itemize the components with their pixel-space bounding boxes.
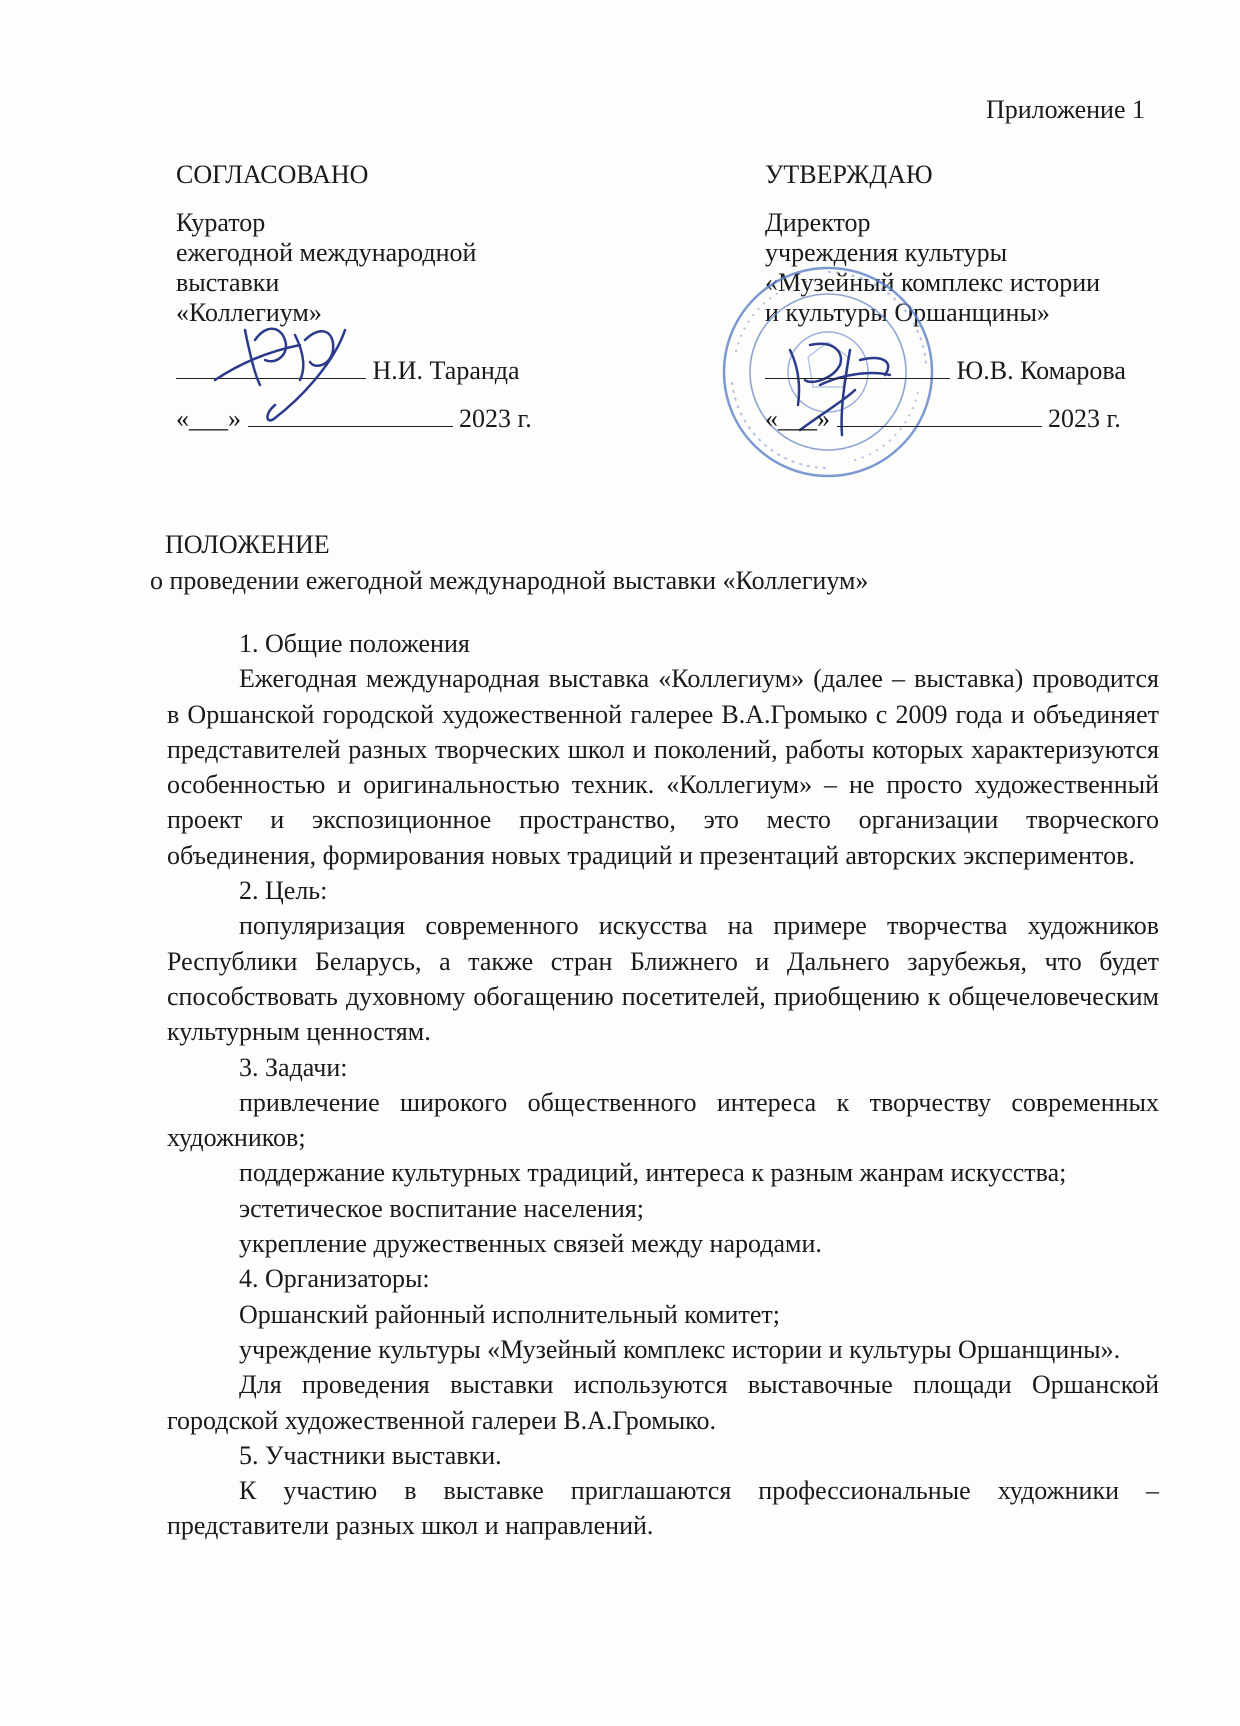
right-line-3: «Музейный комплекс истории	[765, 268, 1101, 297]
left-line-2: ежегодной международной	[176, 238, 477, 267]
right-signature-row	[765, 356, 1126, 386]
approved-heading: СОГЛАСОВАНО	[176, 160, 369, 189]
document-subtitle: о проведении ежегодной международной выставки «Коллегиум»	[150, 566, 869, 595]
section-4-heading: 4. Организаторы:	[239, 1264, 430, 1294]
section-5-heading: 5. Участники выставки.	[239, 1440, 502, 1470]
left-line-3: выставки	[176, 268, 280, 297]
section-4-text: Для проведения выставки используются выставочные площади Оршанской городской художественной галереи В.А.Громыко.	[167, 1370, 1159, 1435]
section-2-heading: 2. Цель:	[239, 876, 328, 906]
right-date-year: 2023 г.	[1048, 404, 1121, 433]
section-4-item-2: учреждение культуры «Музейный комплекс истории и культуры Оршанщины».	[239, 1334, 1121, 1364]
right-line-4: и культуры Оршанщины»	[765, 298, 1050, 327]
left-date-year: 2023 г.	[459, 404, 532, 433]
left-signer-name: Н.И. Таранда	[372, 356, 520, 385]
section-3-item-2: поддержание культурных традиций, интереса к разным жанрам искусства;	[239, 1158, 1067, 1188]
section-4-item-1: Оршанский районный исполнительный комитет;	[239, 1299, 780, 1329]
section-1-text: Ежегодная международная выставка «Коллегиум» (далее – выставка) проводится в Оршанской городской художественной галерее В.А.Громыко с 2009 года и объединяет представителей разных творческих школ и поколений, работы которых характеризуются особенностью и оригинальностью техник. «Коллегиум» – не просто художественный проект и экспозиционное пространство, это место организации творческого объединения, формирования новых традиций и презентаций авторских экспериментов.	[167, 664, 1159, 870]
right-line-2: учреждения культуры	[765, 238, 1008, 267]
right-date-row	[765, 404, 1121, 434]
left-date-day: «___»	[176, 404, 241, 433]
right-date-month-line	[837, 404, 1042, 427]
document-title: ПОЛОЖЕНИЕ	[165, 530, 330, 559]
section-3-item-4: укрепление дружественных связей между народами.	[239, 1229, 822, 1259]
document-body	[167, 626, 1159, 1544]
right-signer-name: Ю.В. Комарова	[956, 356, 1126, 385]
right-date-day: «___»	[765, 404, 830, 433]
confirm-heading: УТВЕРЖДАЮ	[765, 160, 933, 189]
appendix-label: Приложение 1	[985, 95, 1145, 124]
section-3-item-3: эстетическое воспитание населения;	[239, 1193, 644, 1223]
section-3-heading: 3. Задачи:	[239, 1052, 348, 1082]
left-line-1: Куратор	[176, 208, 266, 237]
section-2-text: популяризация современного искусства на примере творчества художников Республики Беларусь, а также стран Ближнего и Дальнего зарубежья, что будет способствовать духовному обогащению посетителей, приобщению к общечеловеческим культурным ценностям.	[167, 911, 1159, 1047]
section-3-item-1: привлечение широкого общественного интереса к творчеству современных художников;	[167, 1087, 1159, 1153]
right-line-1: Директор	[765, 208, 871, 237]
right-signature-line	[765, 356, 950, 379]
left-handwritten-signature	[205, 300, 385, 430]
section-1-heading: 1. Общие положения	[239, 629, 470, 658]
left-line-4: «Коллегиум»	[176, 298, 322, 327]
section-5-text: К участию в выставке приглашаются профессиональные художники – представители разных школ и направлений.	[167, 1476, 1159, 1541]
